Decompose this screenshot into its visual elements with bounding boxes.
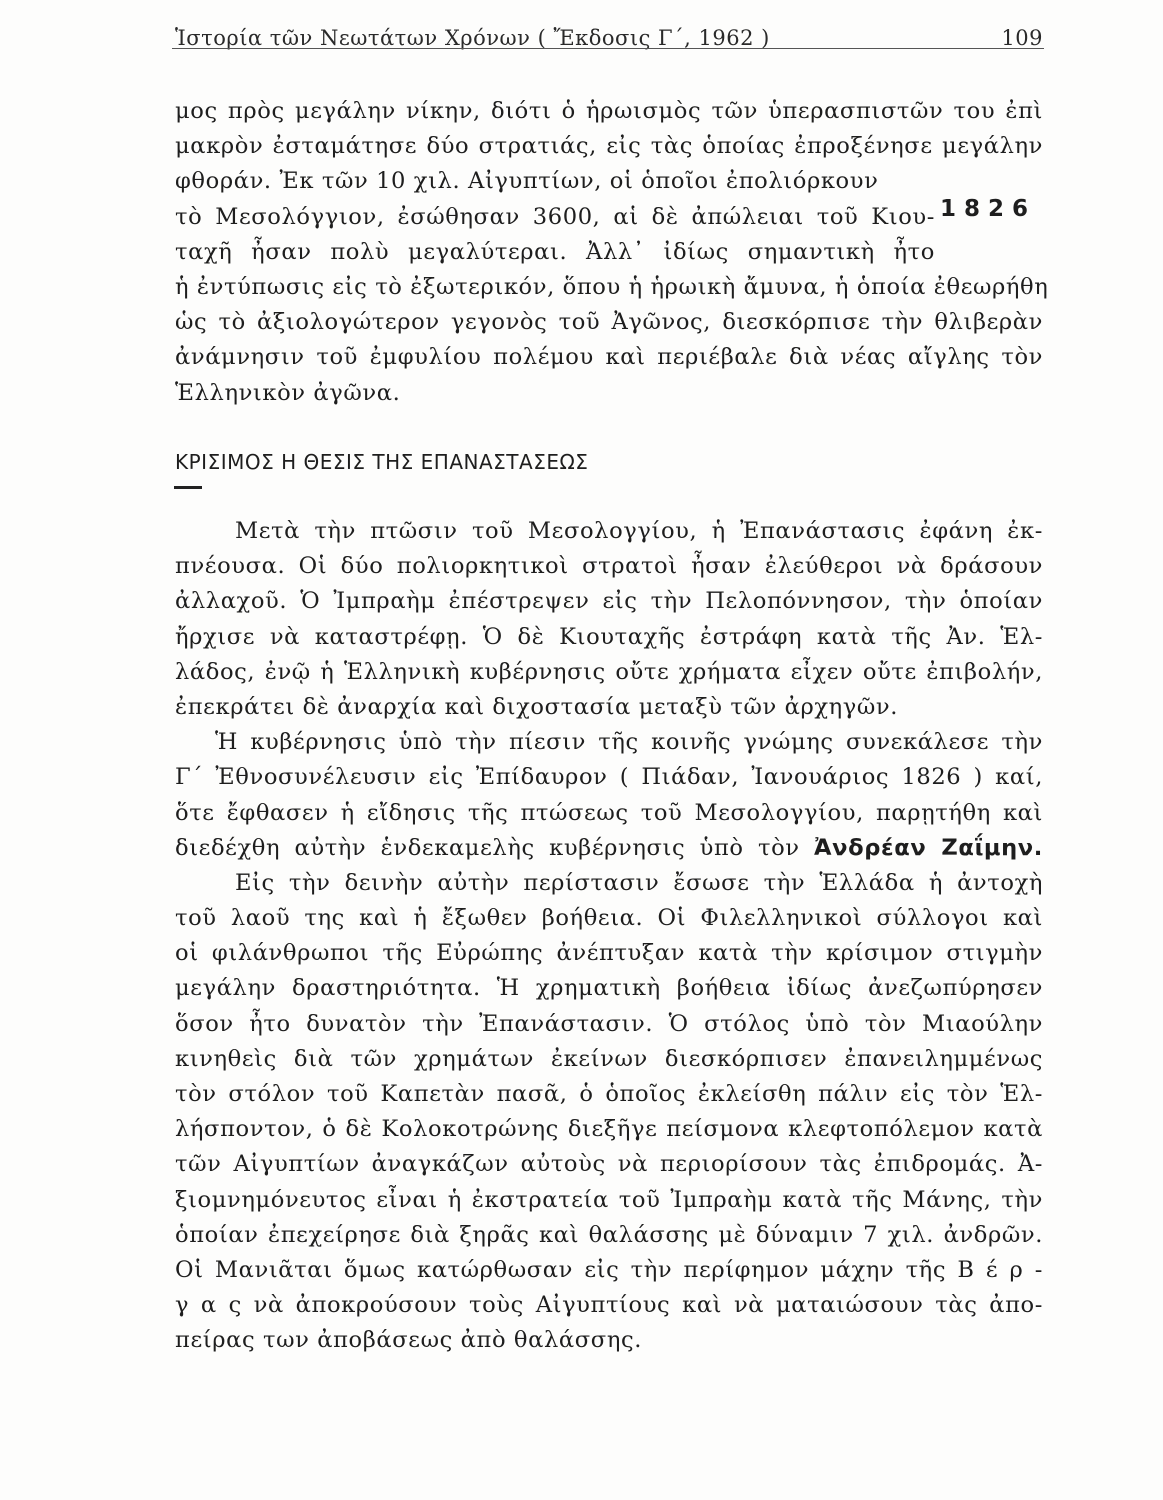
header-rule — [172, 48, 1044, 49]
running-header — [175, 14, 1043, 50]
text-line: ἐπεκράτει δὲ ἀναρχία καὶ διχοστασία μεταξὺ τῶν ἀρχηγῶν. — [175, 693, 899, 720]
text-line: τὸ Μεσολόγγιον, ἐσώθησαν 3600, αἱ δὲ ἀπώλειαι τοῦ Κιου- — [175, 203, 935, 230]
text-line: μεγάλην δραστηριότητα. Ἡ χρηματικὴ βοήθεια ἰδίως ἀνεζωπύρησεν — [175, 975, 1043, 1002]
text-line: οἱ φιλάνθρωποι τῆς Εὐρώπης ἀνέπτυξαν κατὰ τὴν κρίσιμον στιγμὴν — [175, 940, 1043, 967]
text-line: μος πρὸς μεγάλην νίκην, διότι ὁ ἡρωισμὸς τῶν ὑπερασπιστῶν του ἐπὶ — [175, 98, 1043, 124]
text-line: ἀλλαχοῦ. Ὁ Ἰμπραὴμ ἐπέστρεψεν εἰς τὴν Πελοπόννησον, τὴν ὁποίαν — [175, 588, 1043, 615]
text-line: ἡ ἐντύπωσις εἰς τὸ ἐξωτερικόν, ὅπου ἡ ἡρωικὴ ἄμυνα, ἡ ὁποία ἐθεωρήθη — [175, 273, 1049, 300]
text-line: Εἰς τὴν δεινὴν αὐτὴν περίστασιν ἔσωσε τὴν Ἑλλάδα ἡ ἀντοχὴ — [235, 869, 1043, 896]
text-line: τὸν στόλον τοῦ Καπετὰν πασᾶ, ὁ ὁποῖος ἐκλείσθη πάλιν εἰς τὸν Ἑλ- — [175, 1081, 1043, 1107]
text-line: κινηθεὶς διὰ τῶν χρημάτων ἐκείνων διεσκόρπισεν ἐπανειλημμένως — [175, 1045, 1043, 1072]
text-line: μακρὸν ἐσταμάτησε δύο στρατιάς, εἰς τὰς ὁποίας ἐπροξένησε μεγάλην — [175, 133, 1043, 160]
text-line: Οἱ Μανιᾶται ὅμως κατώρθωσαν εἰς τὴν περίφημον μάχην τῆς Β έ ρ - — [175, 1256, 1043, 1283]
text-segment: διεδέχθη αὐτὴν ἑνδεκαμελὴς κυβέρνησις ὑπὸ τὸν — [175, 834, 800, 861]
section-heading: ΚΡΙΣΙΜΟΣ Η ΘΕΣΙΣ ΤΗΣ ΕΠΑΝΑΣΤΑΣΕΩΣ — [175, 450, 589, 474]
text-line: ὅσον ἦτο δυνατὸν τὴν Ἐπανάστασιν. Ὁ στόλος ὑπὸ τὸν Μιαούλην — [175, 1010, 1043, 1037]
text-line: ἀνάμνησιν τοῦ ἐμφυλίου πολέμου καὶ περιέβαλε διὰ νέας αἴγλης τὸν — [175, 344, 1043, 371]
text-line: ξιομνημόνευτος εἶναι ἡ ἐκστρατεία τοῦ Ἰμπραὴμ κατὰ τῆς Μάνης, τὴν — [175, 1186, 1043, 1213]
heading-underline-mark — [174, 486, 202, 489]
margin-year-note: 1826 — [940, 196, 1037, 222]
text-line: ὡς τὸ ἀξιολογώτερον γεγονὸς τοῦ Ἀγῶνος, διεσκόρπισε τὴν θλιβερὰν — [175, 309, 1043, 336]
text-line: τῶν Αἰγυπτίων ἀναγκάζων αὐτοὺς νὰ περιορίσουν τὰς ἐπιδρομάς. Ἀ- — [175, 1151, 1043, 1178]
text-line: γ α ς νὰ ἀποκρούσουν τοὺς Αἰγυπτίους καὶ νὰ ματαιώσουν τὰς ἀπο- — [175, 1292, 1043, 1319]
text-line: πείρας των ἀποβάσεως ἀπὸ θαλάσσης. — [175, 1327, 642, 1354]
text-line: ταχῆ ἦσαν πολὺ μεγαλύτεραι. Ἀλλ᾽ ἰδίως σημαντικὴ ἦτο — [175, 238, 935, 265]
text-line: λάδος, ἐνῷ ἡ Ἑλληνικὴ κυβέρνησις οὔτε χρήματα εἶχεν οὔτε ἐπιβολήν, — [175, 658, 1043, 685]
section-body — [175, 514, 1043, 1359]
text-line: Ἑλληνικὸν ἀγῶνα. — [175, 379, 401, 406]
text-line: πνέουσα. Οἱ δύο πολιορκητικοὶ στρατοὶ ἦσαν ἐλεύθεροι νὰ δράσουν — [175, 553, 1043, 580]
text-line: Μετὰ τὴν πτῶσιν τοῦ Μεσολογγίου, ἡ Ἐπανάστασις ἐφάνη ἐκ- — [235, 518, 1043, 544]
text-line: φθοράν. Ἐκ τῶν 10 χιλ. Αἰγυπτίων, οἱ ὁποῖοι ἐπολιόρκουν — [175, 168, 879, 195]
bold-name: Ἀνδρέαν Ζαΐμην. — [814, 834, 1043, 861]
text-line: τοῦ λαοῦ της καὶ ἡ ἔξωθεν βοήθεια. Οἱ Φιλελληνικοὶ σύλλογοι καὶ — [175, 905, 1043, 932]
page-number: 109 — [1001, 26, 1043, 50]
text-line: Γ΄ Ἐθνοσυνέλευσιν εἰς Ἐπίδαυρον ( Πιάδαν, Ἰανουάριος 1826 ) καί, — [175, 764, 1043, 791]
paragraph-continued — [175, 94, 1049, 411]
text-line: λήσποντον, ὁ δὲ Κολοκοτρώνης διεξῆγε πείσμονα κλεφτοπόλεμον κατὰ — [175, 1116, 1043, 1143]
text-line: ὅτε ἔφθασεν ἡ εἴδησις τῆς πτώσεως τοῦ Μεσολογγίου, παρῃτήθη καὶ — [175, 799, 1043, 826]
text-line: ὁποίαν ἐπεχείρησε διὰ ξηρᾶς καὶ θαλάσσης μὲ δύναμιν 7 χιλ. ἀνδρῶν. — [175, 1221, 1043, 1248]
text-line-with-name — [175, 831, 1043, 866]
header-title: Ἱστορία τῶν Νεωτάτων Χρόνων ( Ἔκδοσις Γ΄, 1962 ) — [175, 26, 770, 50]
text-line: Ἡ κυβέρνησις ὑπὸ τὴν πίεσιν τῆς κοινῆς γνώμης συνεκάλεσε τὴν — [215, 729, 1043, 756]
text-line: ἤρχισε νὰ καταστρέφῃ. Ὁ δὲ Κιουταχῆς ἐστράφη κατὰ τῆς Ἀν. Ἑλ- — [175, 623, 1043, 650]
